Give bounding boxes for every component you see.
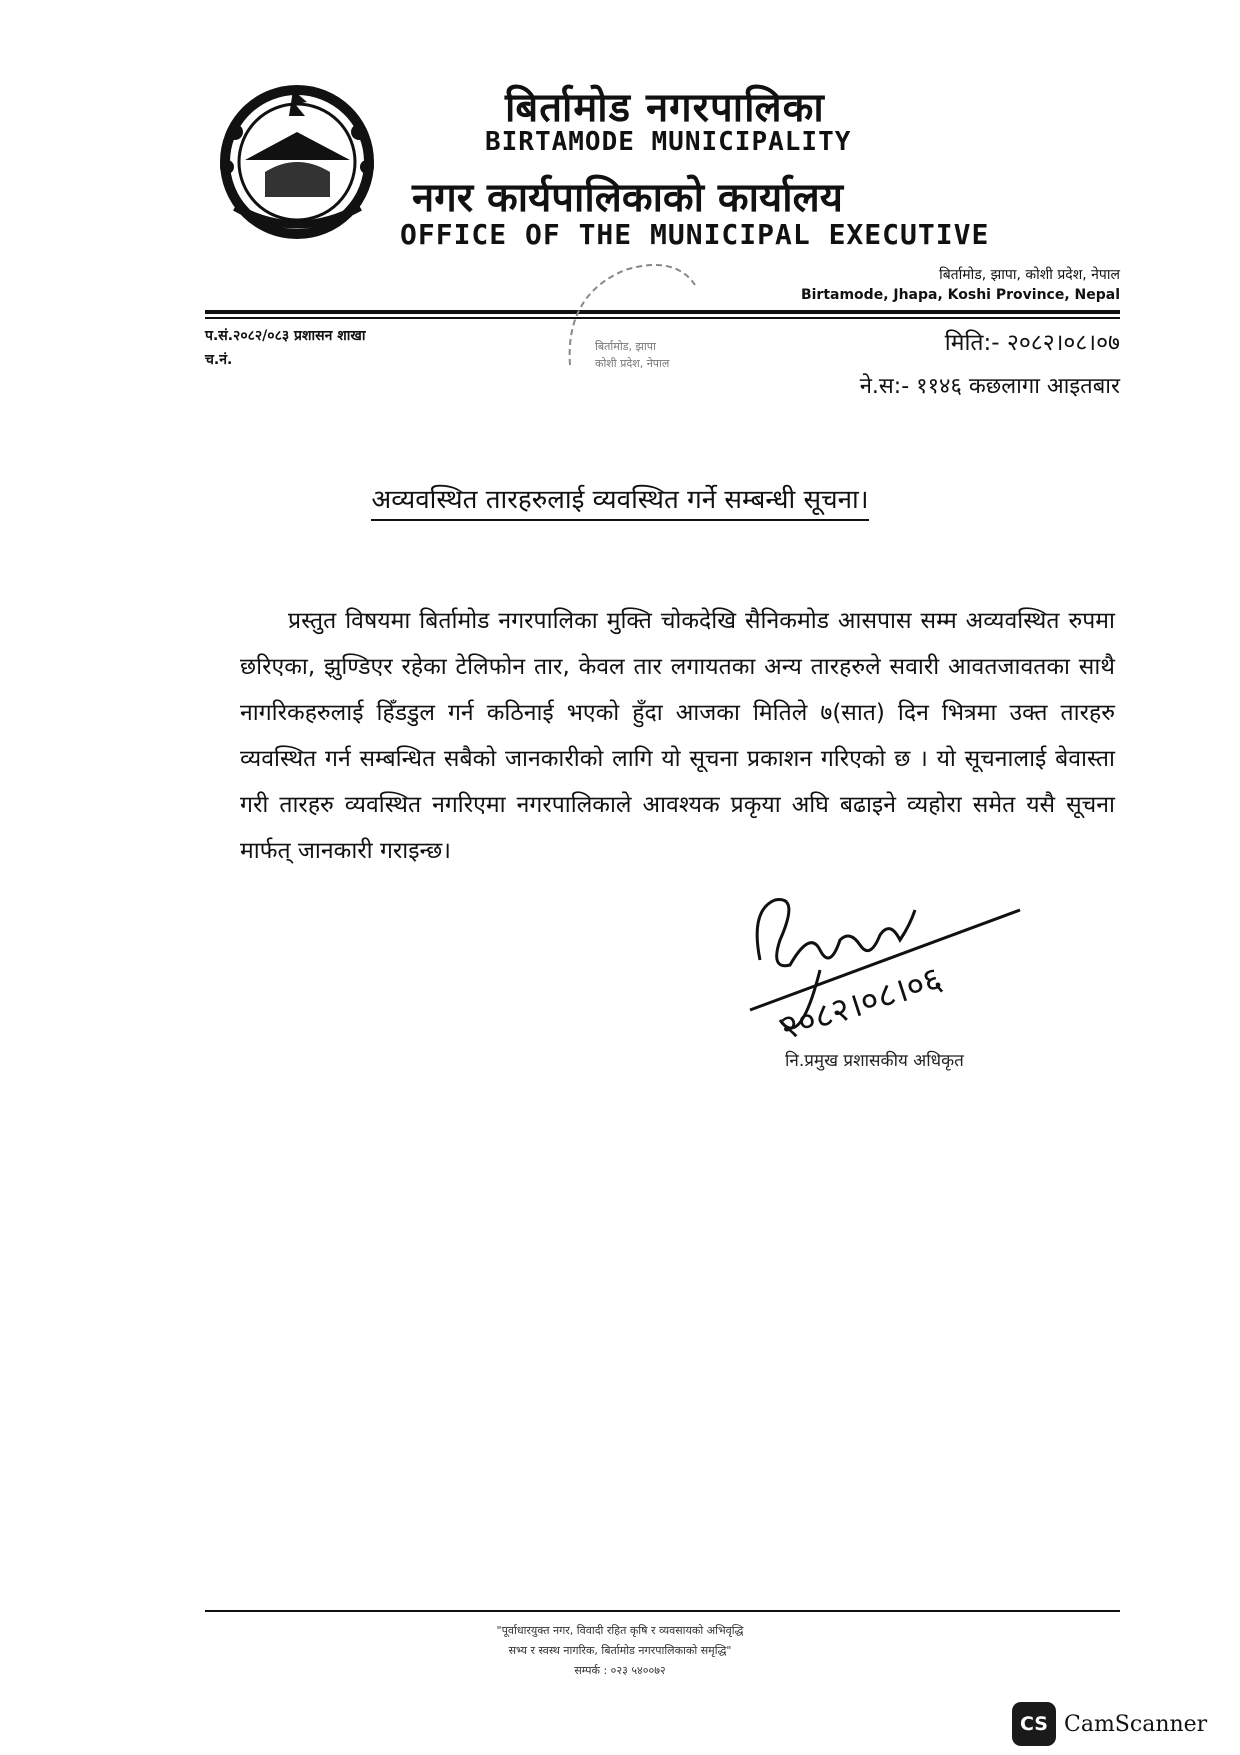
address-en: Birtamode, Jhapa, Koshi Province, Nepal [800, 287, 1120, 303]
address-np: बिर्तामोड, झापा, कोशी प्रदेश, नेपाल [939, 267, 1120, 283]
municipality-title-en: BIRTAMODE MUNICIPALITY [485, 127, 852, 157]
office-stamp [555, 255, 705, 380]
footer-divider [205, 1610, 1120, 1612]
signatory-title: नि.प्रमुख प्रशासकीय अधिकृत [785, 1051, 964, 1071]
notice-subject [0, 480, 1240, 516]
reference-number: प.सं.२०८२/०८३ प्रशासन शाखा [205, 328, 366, 344]
office-title-np: नगर कार्यपालिकाको कार्यालय [412, 175, 843, 221]
municipality-title-np: बिर्तामोड नगरपालिका [505, 85, 825, 131]
dispatch-number: च.नं. [205, 352, 233, 368]
footer-motto-line1: "पूर्वाधारयुक्त नगर, विवादी रहित कृषि र व्यवसायको अभिवृद्धि [496, 1624, 744, 1637]
stamp-line2: कोशी प्रदेश, नेपाल [595, 357, 670, 370]
notice-body: प्रस्तुत विषयमा बिर्तामोड नगरपालिका मुक्ति चोकदेखि सैनिकमोड आसपास सम्म अव्यवस्थित रुपमा छरिएका, झुण्डिएर रहेका टेलिफोन तार, केवल तार लगायतका अन्य तारहरुले सवारी आवतजावतका साथै नागरिकहरुलाई हिँडडुल गर्न कठिनाई भएको हुँदा आजका मितिले ७(सात) दिन भित्रमा उक्त तारहरु व्यवस्थित गर्न सम्बन्धित सबैको जानकारीको लागि यो सूचना प्रकाशन गरिएको छ । यो सूचनालाई बेवास्ता गरी तारहरु व्यवस्थित नगरिएमा नगरपालिकाले आवश्यक प्रकृया अघि बढाइने व्यहोरा समेत यसै सूचना मार्फत् जानकारी गराइन्छ। [240, 608, 1115, 864]
camscanner-watermark [1012, 1702, 1207, 1746]
camscanner-name: CamScanner [1064, 1711, 1208, 1737]
footer-motto-line2: सभ्य र स्वस्थ नागरिक, बिर्तामोड नगरपालिकाको समृद्धि" [508, 1644, 732, 1657]
document-date: मिति:- २०८२।०८।०७ [944, 330, 1120, 356]
nepal-government-emblem-icon [205, 72, 390, 242]
camscanner-logo-icon: CS [1012, 1702, 1056, 1746]
nepal-sambat-date: ने.स:- ११४६ कछलागा आइतबार [859, 374, 1120, 399]
subject-text: अव्यवस्थित तारहरुलाई व्यवस्थित गर्ने सम्बन्धी सूचना। [371, 485, 868, 521]
office-title-en: OFFICE OF THE MUNICIPAL EXECUTIVE [400, 218, 990, 251]
footer-contact: सम्पर्क : ०२३ ५४००७२ [574, 1664, 666, 1677]
stamp-line1: बिर्तामोड, झापा [595, 340, 656, 353]
signature-date: २०८२।०८।०६ [775, 958, 947, 1049]
